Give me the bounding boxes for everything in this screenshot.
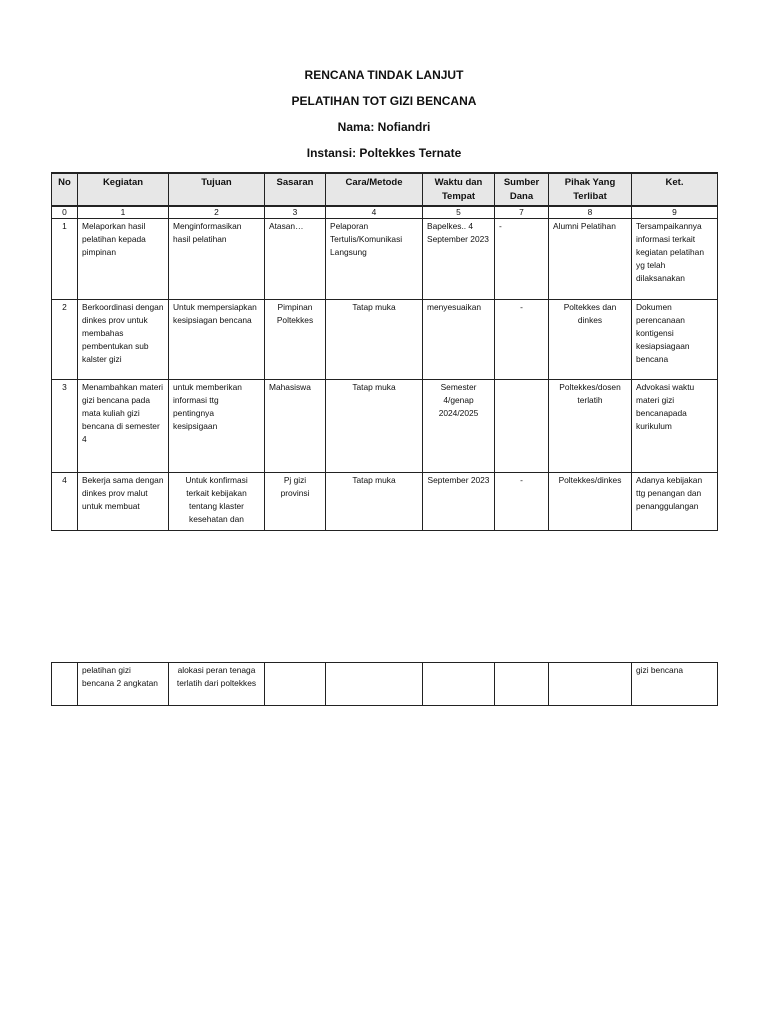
table-row	[52, 219, 718, 300]
table-cell: Poltekkes/dinkes	[549, 473, 632, 531]
column-number: 2	[169, 206, 265, 219]
table-cell: Untuk konfirmasi terkait kebijakan tentang klaster kesehatan dan	[169, 473, 265, 531]
table-cell: Poltekkes/dosen terlatih	[549, 380, 632, 473]
institution-name: Instansi: Poltekkes Ternate	[306, 146, 462, 160]
column-number: 1	[78, 206, 169, 219]
table-cell: pelatihan gizi bencana 2 angkatan	[78, 663, 169, 706]
column-number: 7	[495, 206, 549, 219]
table-cell: -	[495, 219, 549, 300]
table-cell: Adanya kebijakan ttg penangan dan penanggulangan	[632, 473, 718, 531]
table-cell	[495, 663, 549, 706]
table-row	[52, 380, 718, 473]
table-cell: Poltekkes dan dinkes	[549, 300, 632, 380]
table-cell: 3	[52, 380, 78, 473]
table-cell: Dokumen perencanaan kontigensi kesiapsiagaan bencana	[632, 300, 718, 380]
table-cell: Tatap muka	[326, 300, 423, 380]
column-header: Waktu dan Tempat	[423, 173, 495, 206]
table-header-row	[52, 173, 718, 206]
table-cell: Advokasi waktu materi gizi bencanapada kurikulum	[632, 380, 718, 473]
table-cell: menyesuaikan	[423, 300, 495, 380]
table-cell: Untuk mempersiapkan kesipsiagan bencana	[169, 300, 265, 380]
table-cell: 2	[52, 300, 78, 380]
table-cell: Atasan…	[265, 219, 326, 300]
document-title: RENCANA TINDAK LANJUT	[304, 68, 464, 82]
table-cell: gizi bencana	[632, 663, 718, 706]
action-plan-table	[51, 172, 718, 531]
column-number: 3	[265, 206, 326, 219]
column-header: Ket.	[632, 173, 718, 206]
column-header: No	[52, 173, 78, 206]
column-header: Cara/Metode	[326, 173, 423, 206]
column-number: 5	[423, 206, 495, 219]
table-cell: -	[495, 473, 549, 531]
column-header: Sasaran	[265, 173, 326, 206]
table-cell: -	[495, 300, 549, 380]
column-header: Kegiatan	[78, 173, 169, 206]
table-cell: 4	[52, 473, 78, 531]
table-cell: Pimpinan Poltekkes	[265, 300, 326, 380]
table-cell	[52, 663, 78, 706]
training-name: PELATIHAN TOT GIZI BENCANA	[291, 94, 477, 108]
table-cell: Bapelkes.. 4 September 2023	[423, 219, 495, 300]
table-cell	[495, 380, 549, 473]
column-number: 0	[52, 206, 78, 219]
table-cell: untuk memberikan informasi ttg pentingnya kesipsigaan	[169, 380, 265, 473]
column-header: Sumber Dana	[495, 173, 549, 206]
table-cell: Pj gizi provinsi	[265, 473, 326, 531]
table-cell: Mahasiswa	[265, 380, 326, 473]
table-cell: Tersampaikannya informasi terkait kegiatan pelatihan yg telah dilaksanakan	[632, 219, 718, 300]
table-cell: Melaporkan hasil pelatihan kepada pimpinan	[78, 219, 169, 300]
table-cell: Alumni Pelatihan	[549, 219, 632, 300]
table-cell: Tatap muka	[326, 473, 423, 531]
table-cell: Semester 4/genap 2024/2025	[423, 380, 495, 473]
table-cell: Bekerja sama dengan dinkes prov malut untuk membuat	[78, 473, 169, 531]
column-number: 9	[632, 206, 718, 219]
table-cell	[265, 663, 326, 706]
table-cell: Menambahkan materi gizi bencana pada mata kuliah gizi bencana di semester 4	[78, 380, 169, 473]
table-cell	[549, 663, 632, 706]
table-cell	[423, 663, 495, 706]
action-plan-table-continuation	[51, 662, 718, 706]
table-cell: Menginformasikan hasil pelatihan	[169, 219, 265, 300]
table-cell	[326, 663, 423, 706]
column-header: Pihak Yang Terlibat	[549, 173, 632, 206]
column-number-row	[52, 206, 718, 219]
table-row	[52, 473, 718, 531]
table-row-continuation	[52, 663, 718, 706]
table-cell: 1	[52, 219, 78, 300]
table-cell: Tatap muka	[326, 380, 423, 473]
table-cell: Berkoordinasi dengan dinkes prov untuk membahas pembentukan sub kalster gizi	[78, 300, 169, 380]
participant-name: Nama: Nofiandri	[337, 120, 431, 134]
table-cell: alokasi peran tenaga terlatih dari poltekkes	[169, 663, 265, 706]
document-header	[0, 62, 768, 166]
table-row	[52, 300, 718, 380]
column-number: 8	[549, 206, 632, 219]
column-number: 4	[326, 206, 423, 219]
table-cell: Pelaporan Tertulis/Komunikasi Langsung	[326, 219, 423, 300]
table-cell: September 2023	[423, 473, 495, 531]
column-header: Tujuan	[169, 173, 265, 206]
